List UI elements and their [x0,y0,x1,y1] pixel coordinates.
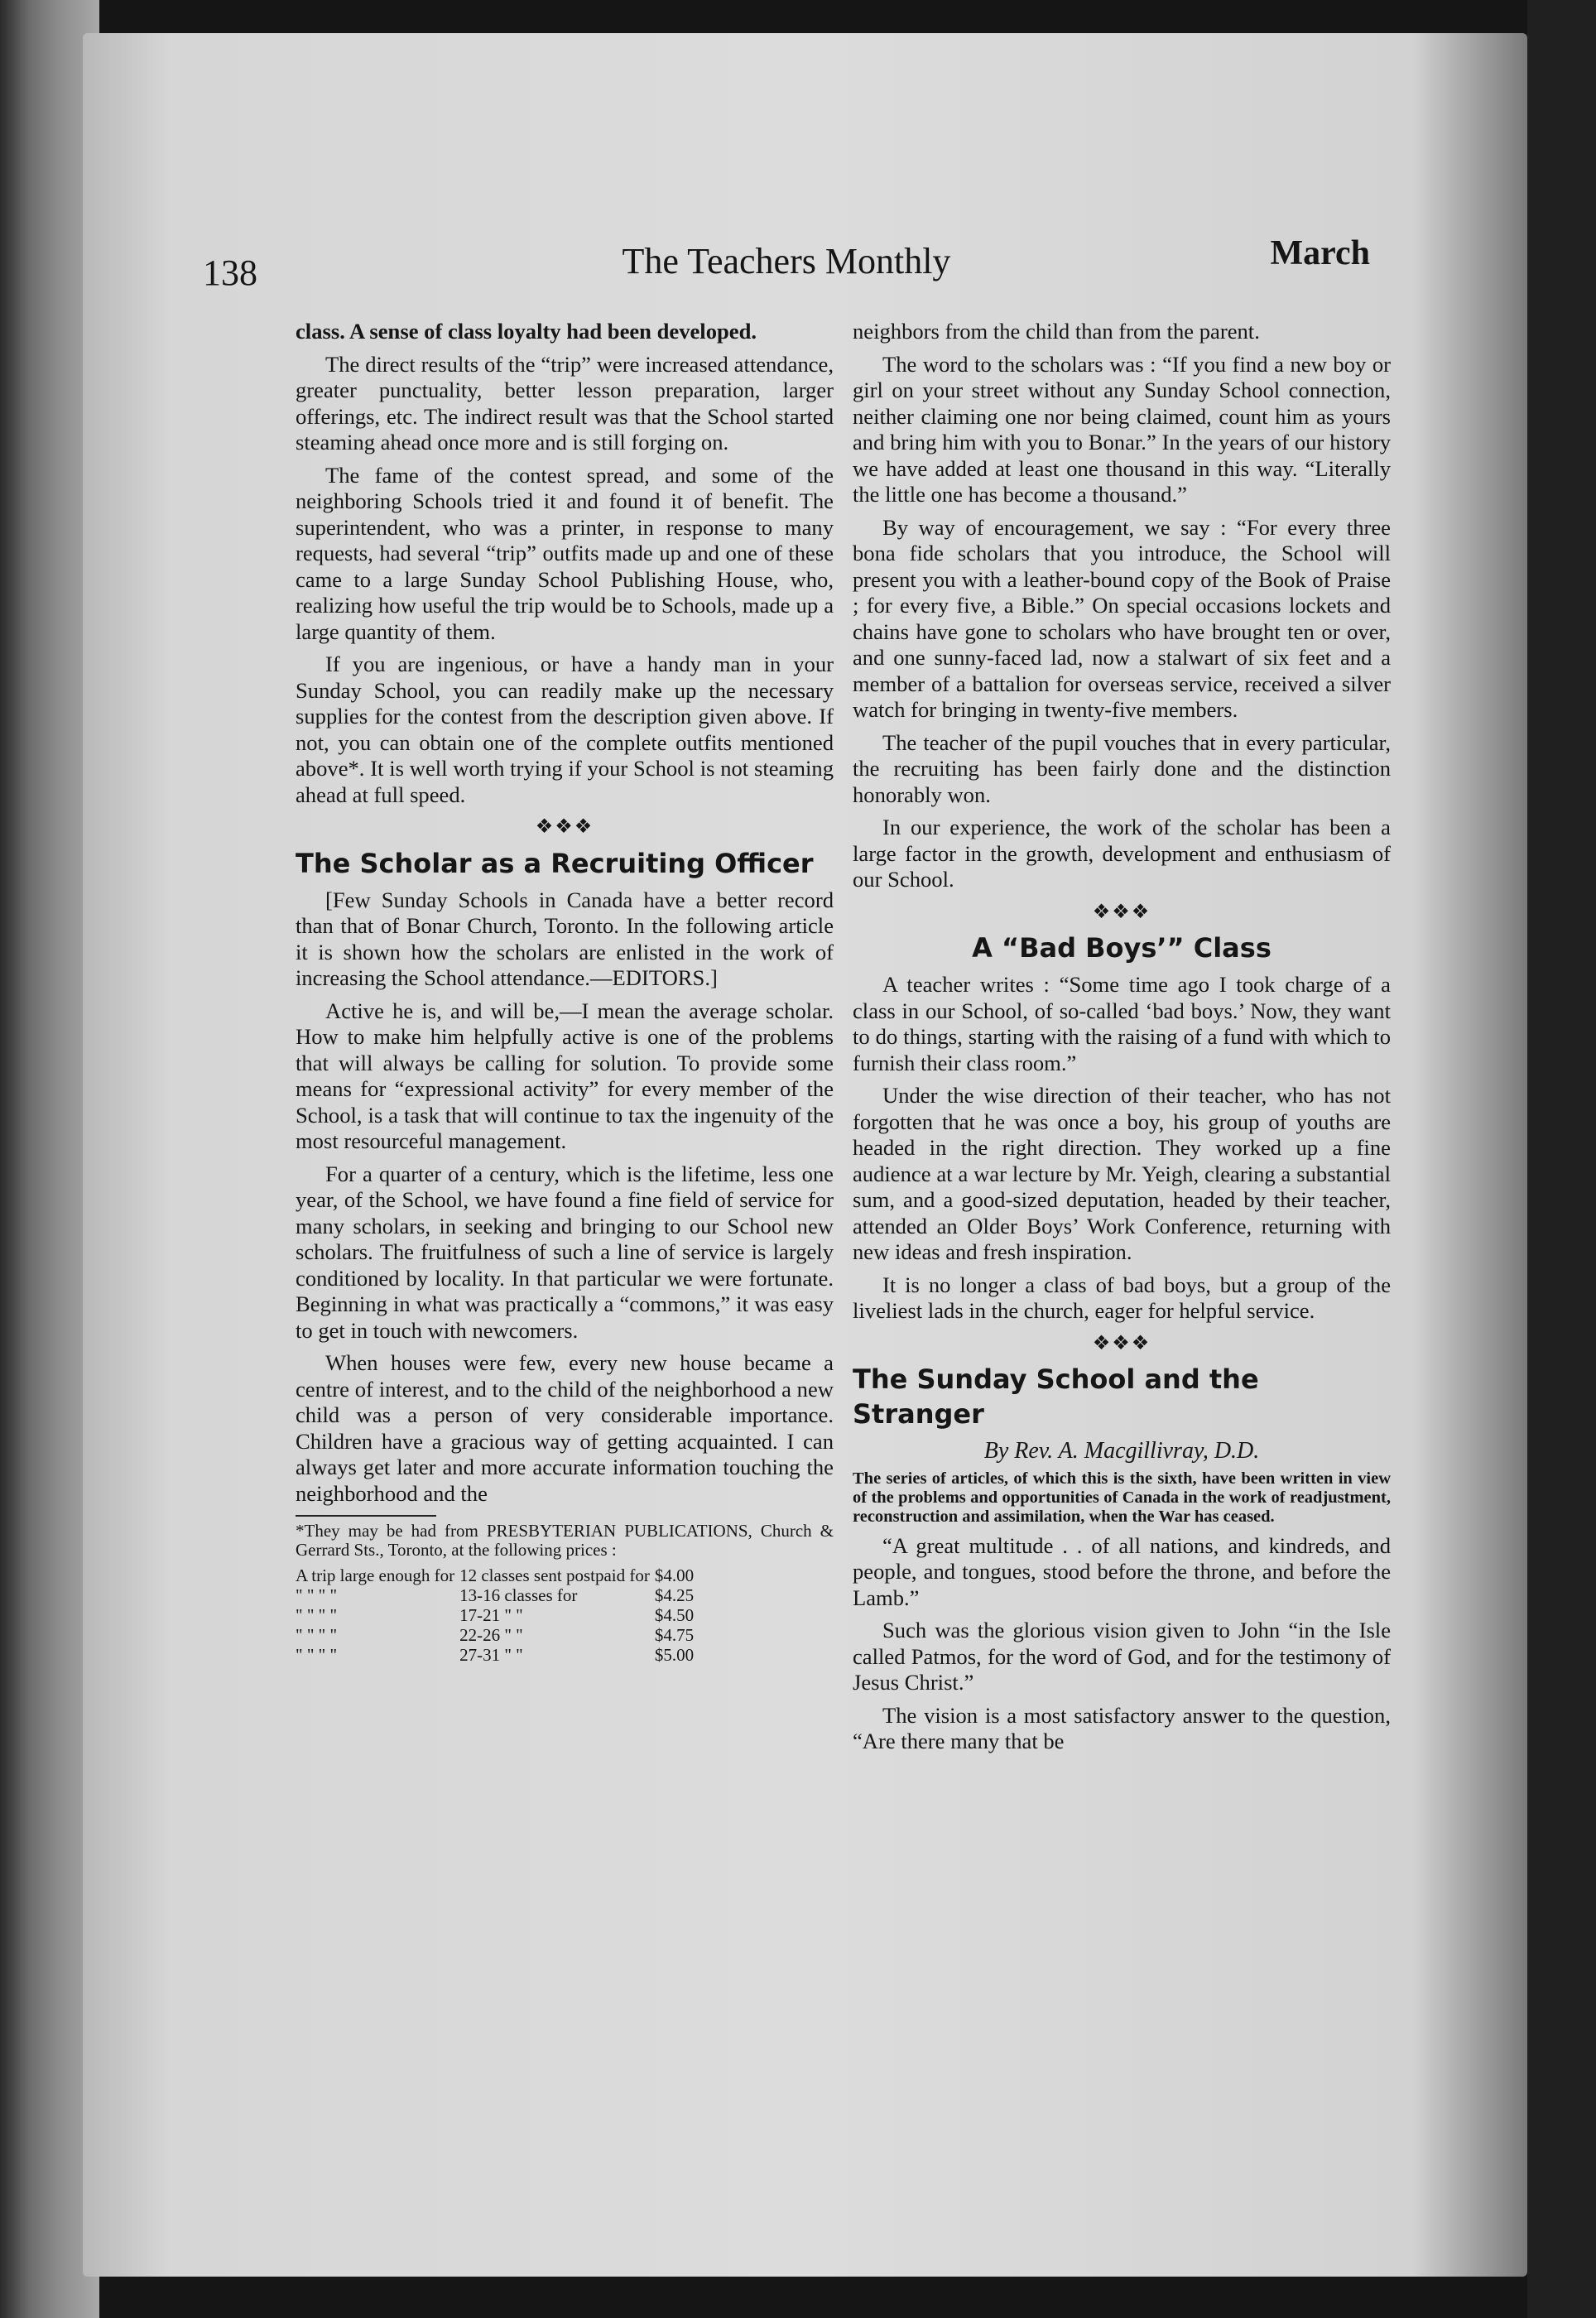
price-row-desc: " " " " [296,1605,338,1625]
price-row-desc: " " " " [296,1645,338,1665]
paragraph: For a quarter of a century, which is the lifetime, less one year, of the School, we have found a fine field of service for many scholars, in seeking and bringing to our School new scholars. The fruitfulness of such a line of service is largely conditioned by locality. In that particular we were fortunate. Beginning in what was practically a “commons,” it was easy to get in touch with newcomers. [296,1161,834,1343]
series-note: The series of articles, of which this is the sixth, have been written in view of the problems and opportunities of Canada in the work of readjustment, reconstruction and assimilation, when the War has ceased. [853,1469,1391,1526]
paragraph: Under the wise direction of their teacher, who has not forgotten that he was once a boy, his group of youths are headed in the right direction. They worked up a fine audience at a war lecture by Mr. Yeigh, clearing a substantial sum, and a good-sized deputation, headed by their teacher, attended an Older Boys’ Work Conference, returning with new ideas and fresh inspiration. [853,1083,1391,1264]
footnote: *They may be had from PRESBYTERIAN PUBLICATIONS, Church & Gerrard Sts., Toronto, at the following prices : [296,1521,834,1560]
paragraph: Such was the glorious vision given to John “in the Isle called Patmos, for the word of God, and for the testimony of Jesus Christ.” [853,1618,1391,1695]
price-row-price: $4.00 [654,1565,695,1585]
paragraph: In our experience, the work of the scholar has been a large factor in the growth, development and enthusiasm of our School. [853,815,1391,892]
price-row [296,1625,699,1645]
article-heading: The Sunday School and the Stranger [853,1363,1259,1430]
price-row-price: $4.25 [654,1585,695,1605]
paragraph: It is no longer a class of bad boys, but a group of the liveliest lads in the church, eager for helpful service. [853,1272,1391,1323]
price-table [296,1565,699,1665]
paragraph: When houses were few, every new house became a centre of interest, and to the child of the neighborhood a new child was a person of very considerable importance. Children have a gracious way of getting acquainted. I can always get later and more accurate information touching the neighborhood and the [296,1350,834,1506]
page-header [203,233,1370,291]
section-ornament: ❖❖❖ [1092,901,1151,923]
article-heading: A “Bad Boys’” Class [972,932,1272,964]
price-row [296,1565,699,1585]
right-column [853,319,1391,1762]
paragraph: A teacher writes : “Some time ago I took charge of a class in our School, of so-called ‘bad boys.’ Now, they want to do things, starting with the raising of a fund with which to furnish their class room.” [853,972,1391,1075]
journal-title: The Teachers Monthly [622,241,951,281]
price-row-desc: " " " " [296,1625,338,1645]
author-byline: By Rev. A. Macgillivray, D.D. [983,1438,1260,1464]
left-column [296,319,834,1665]
paragraph: The vision is a most satisfactory answer to the question, “Are there many that be [853,1702,1391,1753]
section-ornament: ❖❖❖ [1092,1332,1151,1354]
issue-month: March [1270,234,1370,272]
price-row-classes: 27-31 " " [459,1645,523,1665]
article-heading: The Scholar as a Recruiting Officer [296,847,814,879]
price-row-desc: " " " " [296,1585,338,1605]
price-row-classes: 12 classes sent postpaid for [459,1565,650,1585]
section-ornament: ❖❖❖ [535,816,594,838]
price-row-desc: A trip large enough for [296,1565,455,1585]
paragraph: The fame of the contest spread, and some of the neighboring Schools tried it and found it of benefit. The superintendent, who was a printer, in response to many requests, had several “trip” outfits made up and one of these came to a large Sunday School Publishing House, who, realizing how useful the trip would be to Schools, made up a large quantity of them. [296,462,834,644]
price-row-classes: 13-16 classes for [459,1585,578,1605]
paragraph: The direct results of the “trip” were increased attendance, greater punctuality, better lesson preparation, larger offerings, etc. The indirect result was that the School started steaming ahead once more and is still forging on. [296,351,834,454]
price-row [296,1645,699,1665]
price-row [296,1605,699,1625]
page-number: 138 [203,252,257,293]
price-row-classes: 22-26 " " [459,1625,523,1645]
price-row-price: $4.50 [654,1605,695,1625]
editor-note: [Few Sunday Schools in Canada have a better record than that of Bonar Church, Toronto. In the following article it is shown how the scholars are enlisted in the work of increasing the School attendance.—EDITORS.] [296,887,834,990]
paragraph: The teacher of the pupil vouches that in every particular, the recruiting has been fairly done and the distinction honorably won. [853,729,1391,807]
price-row-price: $5.00 [654,1645,695,1665]
dark-margin [1527,0,1596,2318]
paragraph: The word to the scholars was : “If you find a new boy or girl on your street without any Sunday School connection, neither claiming one nor being claimed, count him as yours and bring him with you to Bonar.” In the years of our history we have added at least one thousand in this way. “Literally the little one has become a thousand.” [853,351,1391,507]
paragraph: class. A sense of class loyalty had been developed. [296,319,757,344]
price-row [296,1585,699,1605]
price-row-price: $4.75 [654,1625,695,1645]
paragraph: Active he is, and will be,—I mean the average scholar. How to make him helpfully active is one of the problems that will always be calling for solution. To provide some means for “expressional activity” for every member of the School, is a task that will continue to tax the ingenuity of the most resourceful management. [296,998,834,1153]
paragraph: neighbors from the child than from the parent. [853,319,1260,344]
paragraph: By way of encouragement, we say : “For every three bona fide scholars that you introduce, the School will present you with a leather-bound copy of the Book of Praise ; for every five, a Bible.” On special occasions lockets and chains have gone to scholars who have brought ten or over, and one sunny-faced lad, now a stalwart of six feet and a member of a battalion for overseas service, received a silver watch for bringing in twenty-five members. [853,514,1391,722]
footnote-rule [296,1515,436,1517]
price-row-classes: 17-21 " " [459,1605,523,1625]
paragraph: “A great multitude . . of all nations, and kindreds, and people, and tongues, stood before the throne, and before the Lamb.” [853,1532,1391,1610]
paragraph: If you are ingenious, or have a handy man in your Sunday School, you can readily make up the necessary supplies for the contest from the description given above. If not, you can obtain one of the complete outfits mentioned above*. It is well worth trying if your School is not steaming ahead at full speed. [296,652,834,807]
